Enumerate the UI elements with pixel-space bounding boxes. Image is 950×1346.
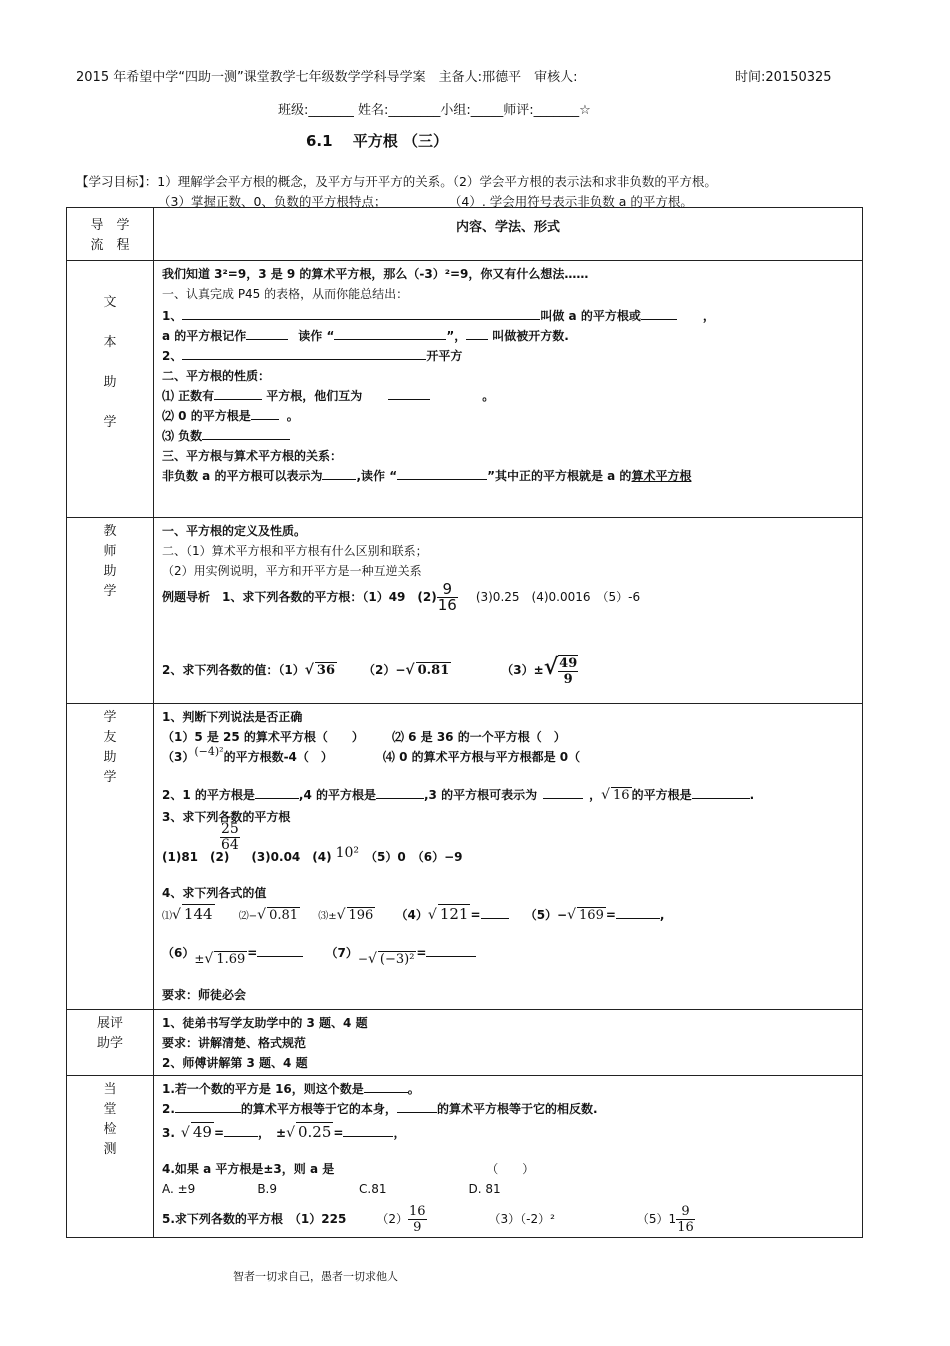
radicand: (−3)² [379,952,415,967]
task-line: 一、认真完成 P45 的表格，从而你能总结出： [162,287,409,301]
label-char: 师 [103,544,117,559]
answer-blank[interactable] [246,328,288,340]
lesson-table [66,207,863,1238]
learning-goals-2: （3）掌握正数、0、负数的平方根特点； （4）. 学会用符号表示非负数 a 的平方根。 [158,194,693,209]
answer-blank[interactable] [257,945,303,957]
property-3: ⑶ 负数 [162,427,290,444]
answer-blank[interactable] [364,1081,408,1093]
answer-blank[interactable] [255,787,299,799]
answer-blank[interactable] [251,408,279,420]
answer-blank[interactable] [692,787,750,799]
label-char: 教 [103,524,117,539]
label-char: 助 [103,564,117,579]
question-line: 二、（1）算术平方根和平方根有什么区别和联系； [162,544,428,558]
answer-blank[interactable] [224,1125,258,1137]
section-text-help [67,261,863,518]
test-q5: 5.求下列各数的平方根 （1）225 （2） $\frac{16}{9}$ （3）（-2）² （5）1 $\frac{9}{16}$ [162,1204,694,1235]
label-text: 展评 [96,1016,123,1031]
answer-blank[interactable] [343,1125,393,1137]
class-info-line: 班级:_______ 姓名:________小组:_____师评:_______☆ [278,103,591,118]
radicand: 121 [439,905,469,923]
relation-heading: 三、平方根与算术平方根的关系： [162,449,343,463]
task-line: (1)81 (2) (3)0.04 (4) 10² （5）0 （6）−9 [162,845,463,864]
fraction: $\frac{16}{9}$ [408,1204,426,1235]
radicand: 36 [316,663,335,678]
section-content [154,518,863,704]
notation-line: a 的平方根记作 读作 “ ”， 叫做被开方数. [162,329,569,343]
properties-heading: 二、平方根的性质： [162,369,271,383]
label-char: 友 [103,730,117,745]
relation-line: 非负数 a 的平方根可以表示为 ,读作 “ ”其中正的平方根就是 a 的算术平方根 [162,469,692,483]
radicand: 1.69 [216,952,246,967]
label-char: 学 [103,770,117,785]
eval-line: ⑴√ 144 ⑵−√ 0.81 ⑶±√ 196 （4）√ 121 = （5）−√ 169 = , [162,905,665,923]
radicand: 144 [183,905,213,923]
section-content [154,1076,863,1238]
answer-blank[interactable] [322,468,356,480]
fraction: $\frac{49}{9}$ [559,655,578,687]
section-content [154,704,863,1010]
option-b[interactable]: B.9 [257,1182,278,1196]
table-header-row [67,208,863,261]
review-line: 要求：讲解清楚、格式规范 [162,1036,307,1050]
task-heading: 4、求下列各式的值 [162,886,267,900]
eval-line: （6）±√ 1.69 = （7）−√ (−3)² = [162,944,476,961]
label-char: 助 [103,750,117,765]
answer-blank[interactable] [466,328,488,340]
definition-line: 1、 叫做 a 的平方根或 ， [162,309,715,323]
test-q1: 1.若一个数的平方是 16，则这个数是 。 [162,1082,420,1096]
label-char: 学 [103,584,117,599]
label-text: 助学 [96,1036,123,1051]
test-q4: 4.如果 a 平方根是±3，则 a 是 （ ） [162,1162,535,1176]
radicand: 196 [348,908,374,923]
test-q2: 2. 的算术平方根等于它的本身， 的算术平方根等于它的相反数. [162,1102,598,1116]
answer-blank[interactable] [397,468,487,480]
header-line: 2015 年希望中学“四助一测”课堂教学七年级数学学科导学案 主备人:邢德平 审核人: [76,70,578,85]
label-char: 堂 [103,1102,117,1117]
section-teacher-help [67,518,863,704]
radicand: 16 [613,788,630,803]
label-char: 检 [103,1122,117,1137]
label-char: 学 [103,415,117,430]
section-label [67,1076,154,1238]
answer-blank[interactable] [334,328,446,340]
label-char: 测 [103,1142,117,1157]
section-peer-help [67,704,863,1010]
label-char: 助 [103,375,117,390]
label-char: 当 [103,1082,117,1097]
section-label [67,518,154,704]
answer-blank[interactable] [481,907,509,919]
property-2: ⑵ 0 的平方根是 。 [162,409,299,423]
answer-blank[interactable] [388,388,430,400]
example-line-2: 2、求下列各数的值：（1）√ 36 （2）−√ 0.81 （3）±√ $\frac{49}{9}$ [162,654,578,687]
section-content [154,1010,863,1076]
answer-blank[interactable] [182,308,540,320]
answer-blank[interactable] [376,787,424,799]
property-1: ⑴ 正数有 平方根，他们互为 。 [162,389,495,403]
section-content [154,261,863,518]
fraction: $\frac{9}{16}$ [437,580,457,614]
page-title: 6.1 平方根 （三） [306,132,449,150]
label-char: 本 [103,335,117,350]
option-d[interactable]: D. 81 [468,1182,501,1196]
test-q4-options [162,1182,501,1196]
question-line: （2）用实例说明，平方和开平方是一种互逆关系 [162,564,422,578]
answer-blank[interactable] [182,348,426,360]
section-review-help [67,1010,863,1076]
section-label [67,704,154,1010]
radicand: 49 [192,1123,212,1141]
task-heading: 3、求下列各数的平方根 [162,810,291,824]
review-line: 2、师傅讲解第 3 题、4 题 [162,1056,308,1070]
fill-line: 2、1 的平方根是 ,4 的平方根是 ,3 的平方根可表示为 ，√ 16 的平方根是 . [162,787,755,803]
review-line: 1、徒弟书写学友助学中的 3 题、4 题 [162,1016,368,1030]
judge-heading: 1、判断下列说法是否正确 [162,710,303,724]
requirement-line: 要求：师徒必会 [162,988,247,1002]
answer-blank[interactable] [214,388,262,400]
answer-blank[interactable] [202,428,290,440]
answer-blank[interactable] [426,945,476,957]
section-label [67,261,154,518]
answer-blank[interactable] [175,1101,241,1113]
answer-blank[interactable] [543,787,583,799]
radicand: 169 [579,908,604,923]
content-header-cell: 内容、学法、形式 [154,208,863,261]
test-q3: 3. √ 49 = ， ±√ 0.25 = ， [162,1123,406,1141]
section-label [67,1010,154,1076]
radicand: 0.25 [297,1123,332,1141]
judge-line: （3）(−4)²的平方根数-4（ ） ⑷ 0 的算术平方根与平方根都是 0（ [162,745,581,764]
section-class-test [67,1076,863,1238]
option-c[interactable]: C.81 [359,1182,387,1196]
footer-motto: 智者一切求自己，愚者一切求他人 [233,1270,398,1283]
answer-blank[interactable] [397,1101,437,1113]
header-time: 时间:20150325 [735,70,832,85]
flow-header-cell: 导 学 流 程 [67,208,154,261]
option-a[interactable]: A. ±9 [162,1182,196,1196]
fraction-25-64: $\frac{25}{64}$ [221,821,239,853]
definition-review: 一、平方根的定义及性质。 [162,524,307,538]
radicand: 0.81 [417,663,450,678]
radicand: 0.81 [269,908,299,923]
learning-goals-1: 【学习目标】：1）理解学会平方根的概念，及平方与开平方的关系。（2）学会平方根的表示法和求非负数的平方根。 [76,174,717,189]
example-line: 例题导析 1、求下列各数的平方根：（1）49 (2) $\frac{9}{16}$ (3)0.25 (4)0.0016 （5）-6 [162,580,641,614]
extraction-line: 2、 开平方 [162,349,463,363]
answer-blank[interactable] [641,308,677,320]
label-char: 学 [103,710,117,725]
intro-line: 我们知道 3²=9，3 是 9 的算术平方根，那么（-3）²=9，你又有什么想法…… [162,267,589,281]
label-char: 文 [103,295,117,310]
judge-line: （1）5 是 25 的算术平方根（ ） ⑵ 6 是 36 的一个平方根（ ） [162,730,566,744]
fraction: $\frac{9}{16}$ [677,1204,694,1235]
answer-blank[interactable] [616,907,660,919]
